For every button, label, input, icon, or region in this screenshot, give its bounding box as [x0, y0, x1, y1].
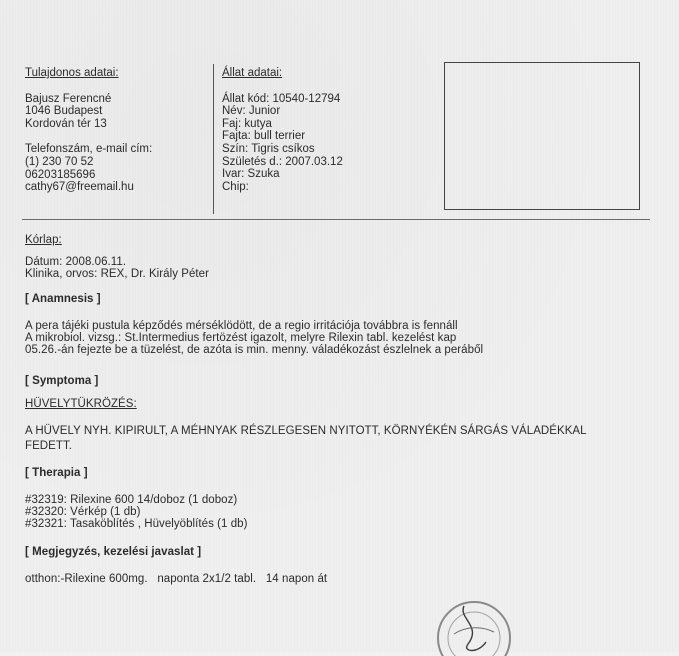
owner-city: 1046 Budapest	[25, 105, 103, 118]
owner-phone-2: 06203185696	[25, 168, 96, 181]
symptoma-line: A HÜVELY NYH. KIPIRULT, A MÉHNYAK RÉSZLEGESEN NYITOTT, KÖRNYÉKÉN SÁRGÁS VÁLADÉKKAL	[25, 425, 587, 437]
therapia-heading: [ Therapia ]	[25, 467, 88, 479]
therapia-item: #32321: Tasaköblítés , Hüvelyöblítés (1 db)	[25, 518, 248, 530]
animal-color: Szín: Tigris csíkos	[222, 142, 315, 155]
section-divider	[22, 219, 650, 220]
symptoma-line: FEDETT.	[25, 440, 72, 452]
animal-code: Állat kód: 10540-12794	[222, 92, 341, 105]
official-stamp	[424, 596, 520, 656]
signature-stroke	[454, 628, 494, 634]
animal-name: Név: Junior	[222, 105, 281, 118]
record-heading: Kórlap:	[25, 234, 62, 246]
owner-email: cathy67@freemail.hu	[25, 181, 134, 194]
therapia-item: #32320: Vérkép (1 db)	[25, 506, 141, 518]
animal-species: Faj: kutya	[222, 117, 272, 130]
record-date: Dátum: 2008.06.11.	[25, 256, 127, 268]
anamnesis-line: A mikrobiol. vizsg.: St.Intermedius fertözést igazolt, melyre Rilexin tabl. kezelést kap	[25, 332, 457, 344]
column-divider	[213, 64, 214, 214]
animal-chip: Chip:	[222, 180, 249, 193]
owner-block	[25, 67, 152, 194]
anamnesis-line: A pera tájéki pustula képződés mérséklödött, de a regio irritációja továbbra is fennáll	[25, 320, 458, 332]
anamnesis-heading: [ Anamnesis ]	[25, 293, 101, 305]
owner-phone-1: (1) 230 70 52	[25, 155, 94, 168]
owner-contact-label: Telefonszám, e-mail cím:	[25, 143, 153, 156]
owner-street: Kordován tér 13	[25, 117, 107, 130]
animal-sex: Ivar: Szuka	[222, 168, 280, 181]
owner-heading: Tulajdonos adatai:	[25, 67, 119, 79]
animal-heading: Állat adatai:	[222, 67, 283, 79]
notes-text: otthon:-Rilexine 600mg. naponta 2x1/2 tabl. 14 napon át	[25, 573, 328, 585]
symptoma-subheading: HÜVELYTÜKRÖZÉS:	[25, 398, 137, 410]
animal-breed: Fajta: bull terrier	[222, 130, 306, 143]
stamp-ring	[438, 602, 510, 656]
record-clinic: Klinika, orvos: REX, Dr. Király Péter	[25, 268, 209, 280]
notes-heading: [ Megjegyzés, kezelési javaslat ]	[25, 546, 202, 558]
symptoma-heading: [ Symptoma ]	[25, 375, 99, 387]
photo-placeholder	[444, 62, 640, 210]
therapia-item: #32319: Rilexine 600 14/doboz (1 doboz)	[25, 494, 238, 506]
stamp-inner-ring	[448, 612, 500, 656]
anamnesis-line: 05.26.-án fejezte be a tüzelést, de azóta is min. menny. váladékozást észlelnek a peráből	[25, 344, 484, 356]
animal-born: Születés d.: 2007.03.12	[222, 155, 343, 168]
owner-name: Bajusz Ferencné	[25, 92, 112, 105]
animal-block	[222, 67, 343, 193]
